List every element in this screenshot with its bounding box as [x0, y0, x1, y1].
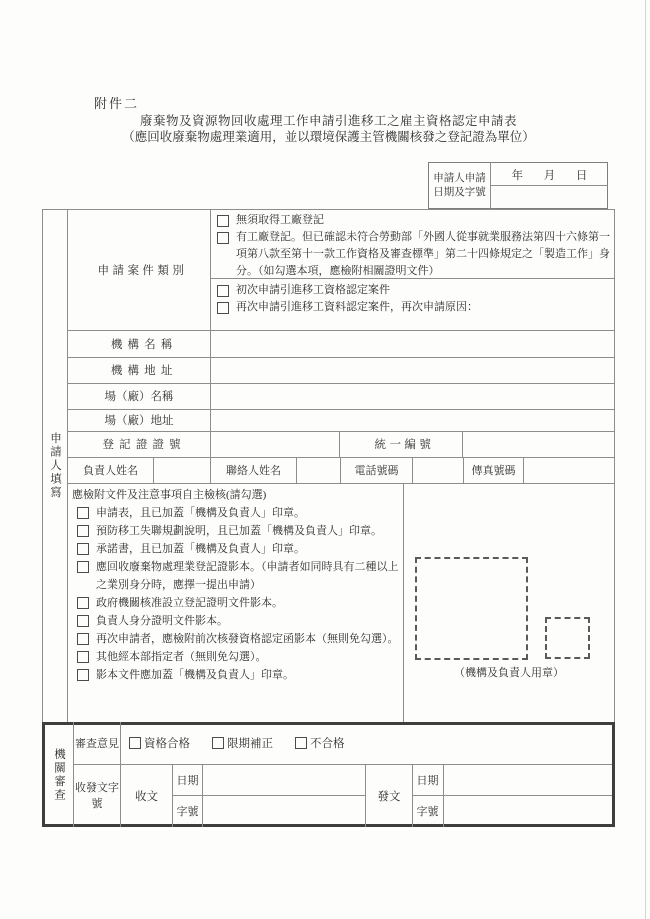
phone-label-text: 電話號碼 — [354, 465, 399, 477]
review-opinion-label-text: 審查意見 — [75, 738, 119, 750]
receive-number-input[interactable] — [203, 796, 365, 824]
checkbox[interactable] — [295, 737, 307, 749]
applicant-date-label — [429, 163, 490, 208]
uniform-no-label — [340, 432, 465, 456]
checkbox[interactable] — [77, 507, 89, 519]
send-number-input[interactable] — [444, 796, 612, 824]
case-option — [217, 282, 610, 299]
checkbox[interactable] — [77, 669, 89, 681]
checklist-item-label: 再次申請者，應檢附前次核發資格認定函影本（無則免勾選）。 — [96, 633, 399, 645]
case-option — [217, 229, 610, 280]
reapply-reason-input[interactable] — [217, 312, 610, 328]
checklist-item-label: 負責人身分證明文件影本。 — [96, 615, 228, 627]
opinion-option — [212, 735, 273, 751]
checklist-item — [77, 558, 400, 594]
review-section-label-text: 機關審查 — [53, 747, 65, 802]
send-date-label-text: 日期 — [416, 775, 439, 787]
opinion-option — [129, 735, 190, 751]
grid-line — [614, 209, 615, 722]
attachment-label: 附件二 — [94, 96, 140, 111]
checkbox[interactable] — [77, 651, 89, 663]
form-title-line2: （應回收廢棄物處理業適用，並以環境保護主管機關核發之登記證為單位） — [122, 130, 535, 144]
checkbox[interactable] — [217, 215, 229, 227]
owner-name-label — [68, 458, 153, 482]
receive-number-label — [173, 796, 202, 825]
checklist-item — [77, 594, 400, 612]
case-option-label: 無須取得工廠登記 — [236, 214, 324, 226]
doc-number-label-text: 收發文字號 — [75, 781, 119, 810]
grid-line — [67, 483, 614, 484]
page-edge-line — [645, 0, 646, 919]
receive-label-text: 收文 — [135, 790, 158, 803]
checklist-header: 應檢附文件及注意事項自主檢核(請勾選) — [72, 489, 267, 501]
checkbox[interactable] — [212, 737, 224, 749]
grid-line — [403, 483, 404, 722]
checkbox[interactable] — [77, 543, 89, 555]
checklist-item-label: 其他經本部指定者（無則免勾選）。 — [96, 651, 267, 663]
opinion-option-label: 資格合格 — [144, 738, 190, 750]
checklist-item — [77, 612, 400, 630]
checkbox[interactable] — [129, 737, 141, 749]
site-address-label — [68, 410, 210, 430]
contact-name-input[interactable] — [297, 458, 339, 482]
case-option-label: 再次申請引進移工資料認定案件，再次申請原因： — [236, 301, 478, 313]
receive-label — [121, 766, 172, 825]
checklist-item — [77, 522, 400, 540]
org-stamp-box — [415, 557, 528, 660]
applicant-section-label-text: 申請人填寫 — [49, 431, 61, 500]
receive-date-input[interactable] — [203, 765, 365, 795]
checklist-item-label: 申請表，且已加蓋「機構及負責人」印章。 — [96, 507, 305, 519]
applicant-section-label — [43, 209, 67, 722]
fax-input[interactable] — [524, 458, 613, 482]
receive-date-label-text: 日期 — [176, 775, 199, 787]
site-name-input[interactable] — [212, 384, 613, 408]
send-number-label — [413, 796, 442, 825]
fax-label — [464, 458, 523, 482]
case-type-group1 — [217, 212, 610, 280]
org-address-label-text: 機構地址 — [110, 365, 178, 377]
opinion-option-label: 限期補正 — [227, 738, 273, 750]
send-number-label-text: 字號 — [416, 805, 439, 818]
case-type-label-text: 申請案件類別 — [97, 264, 188, 277]
checklist-item — [77, 504, 400, 522]
application-number-input[interactable] — [491, 186, 607, 208]
owner-stamp-box — [545, 617, 590, 659]
org-name-input[interactable] — [212, 331, 613, 356]
site-address-input[interactable] — [212, 410, 613, 430]
case-type-group2 — [217, 282, 610, 316]
registration-no-label-text: 登記證證號 — [102, 439, 186, 451]
site-name-label — [68, 384, 210, 408]
org-name-label-text: 機構名稱 — [110, 338, 178, 351]
registration-no-label — [68, 432, 215, 456]
year-label: 年 — [511, 169, 524, 182]
send-date-label — [413, 765, 442, 795]
review-section-label — [45, 725, 73, 824]
receive-number-label-text: 字號 — [176, 805, 199, 818]
review-opinion-options — [121, 722, 611, 764]
send-label-text: 發文 — [377, 790, 401, 803]
checklist-item-label: 政府機關核准設立登記證明文件影本。 — [96, 597, 283, 609]
org-name-label — [68, 331, 215, 356]
doc-number-label — [74, 766, 120, 825]
case-option-label: 初次申請引進移工資格認定案件 — [236, 284, 390, 296]
checkbox[interactable] — [217, 285, 229, 297]
month-label: 月 — [543, 169, 556, 182]
review-opinion-label — [74, 725, 120, 764]
checklist-item — [77, 540, 400, 558]
phone-input[interactable] — [413, 458, 462, 482]
checkbox[interactable] — [77, 633, 89, 645]
org-address-input[interactable] — [212, 358, 613, 382]
org-address-label — [68, 358, 215, 382]
receive-date-label — [173, 765, 202, 795]
owner-name-label-text: 負責人姓名 — [83, 465, 138, 477]
case-type-label — [68, 209, 213, 330]
checklist-item — [77, 630, 400, 648]
contact-name-label — [211, 458, 296, 482]
send-date-input[interactable] — [444, 765, 612, 795]
send-label — [366, 766, 412, 825]
site-name-label-text: 場（廠）名稱 — [104, 391, 174, 403]
stamp-caption: （機構及負責人用章） — [454, 667, 564, 679]
checkbox[interactable] — [77, 615, 89, 627]
uniform-no-input[interactable] — [464, 432, 613, 456]
checklist-item-label: 應回收廢棄物處理業登記證影本。（申請者如同時具有二種以上之業別身分時，應擇一提出申請） — [96, 561, 399, 591]
checklist-item-label: 預防移工失聯規劃說明，且已加蓋「機構及負責人」印章。 — [96, 525, 382, 537]
application-date-input[interactable] — [491, 165, 607, 184]
contact-name-label-text: 聯絡人姓名 — [226, 465, 281, 477]
case-option-label: 有工廠登記。但已確認未符合勞動部「外國人從事就業服務法第四十六條第一項第八款至第十一款工作資格及審查標準」第二十四條規定之「製造工作」身分。（如勾選本項，應檢附相關證明文件） — [236, 231, 610, 277]
owner-name-input[interactable] — [154, 458, 209, 482]
registration-no-input[interactable] — [212, 432, 338, 456]
checkbox[interactable] — [77, 525, 89, 537]
opinion-option-label: 不合格 — [310, 738, 345, 750]
checkbox[interactable] — [77, 561, 89, 573]
checkbox[interactable] — [217, 232, 229, 244]
day-label: 日 — [575, 169, 588, 182]
checkbox[interactable] — [77, 597, 89, 609]
form-title-line1: 廢棄物及資源物回收處理工作申請引進移工之雇主資格認定申請表 — [139, 114, 517, 128]
case-option — [217, 212, 610, 229]
opinion-option — [295, 735, 345, 751]
applicant-date-label-text: 申請人申請日期及字號 — [433, 172, 486, 198]
checklist — [72, 486, 400, 684]
site-address-label-text: 場（廠）地址 — [104, 415, 174, 427]
checklist-item — [77, 666, 400, 684]
phone-label — [341, 458, 412, 482]
fax-label-text: 傳真號碼 — [471, 465, 516, 477]
checklist-item-label: 承諾書，且已加蓋「機構及負責人」印章。 — [96, 543, 305, 555]
checklist-item — [77, 648, 400, 666]
uniform-no-label-text: 統一編號 — [374, 439, 435, 451]
checklist-item-label: 影本文件應加蓋「機構及負責人」印章。 — [96, 669, 294, 681]
